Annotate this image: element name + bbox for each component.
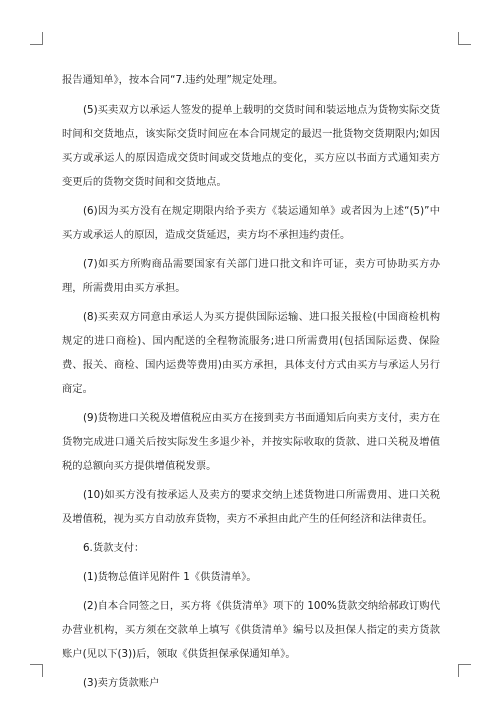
paragraph-payment-1: (1)货物总值详见附件 1《供货清单》。 (83, 571, 257, 583)
paragraph-clause-7: (7)如买方所购商品需要国家有关部门进口批文和许可证，卖方可协助买方办理，所需费用由买方承担。 (62, 258, 440, 294)
document-body (62, 68, 440, 700)
crop-mark-bottom-left (30, 664, 43, 677)
paragraph-clause-10: (10)如买方没有按承运人及卖方的要求交纳上述货物进口所需费用、进口关税及增值税，视为买方自动放弃货物，卖方不承担由此产生的任何经济和法律责任。 (62, 489, 440, 525)
paragraph-clause-6: (6)因为买方没有在规定期限内给予卖方《装运通知单》或者因为上述“(5)”中买方或承运人的原因，造成交货延迟，卖方均不承担违约责任。 (62, 205, 440, 241)
paragraph-payment-2: (2)自本合同签之日，买方将《供货清单》项下的 100%货款交纳给郝政订购代办营业机构，买方须在交款单上填写《供货清单》编号以及担保人指定的卖方货款账户(见以下(3))后，领取《供货担保承保通知单》。 (62, 600, 440, 660)
crop-mark-top-left (30, 32, 43, 45)
paragraph-clause-9: (9)货物进口关税及增值税应由买方在接到卖方书面通知后向卖方支付，卖方在货物完成进口通关后按实际发生多退少补，并按实际收取的货款、进口关税及增值税的总额向买方提供增值税发票。 (62, 412, 440, 472)
crop-mark-top-right (458, 32, 471, 45)
paragraph-clause-5: (5)买卖双方以承运人签发的提单上载明的交货时间和装运地点为货物实际交货时间和交货地点，该实际交货时间应在本合同规定的最迟一批货物交货期限内;如因买方或承运人的原因造成交货时间或交货地点的变化，买方应以书面方式通知卖方变更后的货物交货时间和交货地点。 (62, 104, 440, 188)
section-heading-payment: 6.货款支付： (83, 542, 145, 554)
crop-mark-bottom-right (458, 664, 471, 677)
paragraph-payment-3: (3)卖方货款账户 (83, 677, 160, 689)
paragraph-clause-8: (8)买卖双方同意由承运人为买方提供国际运输、进口报关报检(中国商检机构规定的进口商检)、国内配送的全程物流服务;进口所需费用(包括国际运费、保险费、报关、商检、国内运费等费用)由买方承担，具体支付方式由买方与承运人另行商定。 (62, 311, 440, 395)
paragraph-continuation: 报告通知单》，按本合同“7.违约处理”规定处理。 (62, 74, 284, 86)
